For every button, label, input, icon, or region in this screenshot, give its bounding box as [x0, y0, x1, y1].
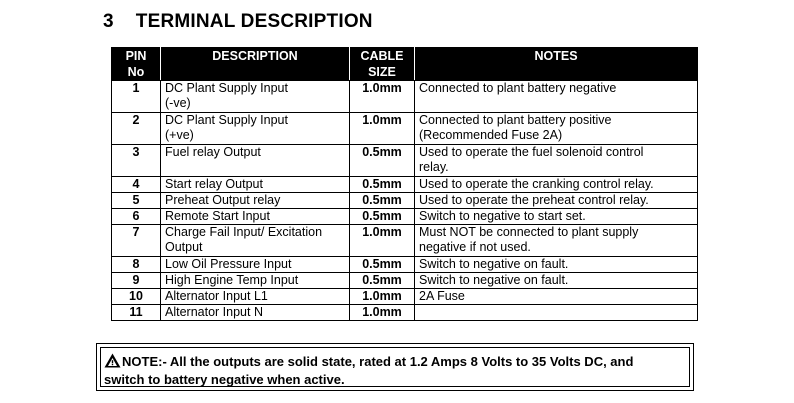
note-box — [96, 343, 694, 391]
pin-cell: 7 — [112, 225, 161, 257]
table-row — [112, 209, 698, 225]
description-cell — [161, 257, 350, 273]
description-line: Low Oil Pressure Input — [165, 257, 292, 271]
description-cell — [161, 209, 350, 225]
description-cell — [161, 305, 350, 321]
pin-cell: 1 — [112, 81, 161, 113]
notes-line: negative if not used. — [419, 240, 531, 254]
notes-cell — [415, 145, 698, 177]
notes-line: Used to operate the fuel solenoid control — [419, 145, 644, 159]
notes-cell — [415, 289, 698, 305]
pin-cell: 4 — [112, 177, 161, 193]
header-cable-line: CABLE — [360, 49, 404, 63]
cable-size-cell: 1.0mm — [350, 225, 415, 257]
notes-cell — [415, 273, 698, 289]
description-line: Output — [165, 240, 203, 254]
description-line: Start relay Output — [165, 177, 263, 191]
cable-size-cell: 1.0mm — [350, 305, 415, 321]
terminal-table — [111, 47, 698, 321]
cable-size-cell: 0.5mm — [350, 193, 415, 209]
table-row — [112, 145, 698, 177]
pin-cell: 2 — [112, 113, 161, 145]
cable-size-cell: 1.0mm — [350, 81, 415, 113]
notes-cell — [415, 209, 698, 225]
header-cable-size — [350, 48, 415, 81]
description-line: (-ve) — [165, 96, 191, 110]
description-cell — [161, 193, 350, 209]
description-cell — [161, 177, 350, 193]
notes-line: Connected to plant battery negative — [419, 81, 617, 95]
description-cell — [161, 225, 350, 257]
table-row — [112, 177, 698, 193]
note-line-1 — [104, 353, 686, 372]
notes-line: relay. — [419, 160, 449, 174]
pin-cell: 8 — [112, 257, 161, 273]
section-heading — [103, 11, 373, 33]
table-row — [112, 257, 698, 273]
note-text-line-1: NOTE:- All the outputs are solid state, rated at 1.2 Amps 8 Volts to 35 Volts DC, and — [122, 354, 634, 369]
notes-cell — [415, 193, 698, 209]
cable-size-cell: 1.0mm — [350, 289, 415, 305]
notes-line: Must NOT be connected to plant supply — [419, 225, 639, 239]
header-description-line: DESCRIPTION — [212, 49, 298, 63]
cable-size-cell: 0.5mm — [350, 273, 415, 289]
header-pin-line: PIN — [125, 49, 147, 63]
description-cell — [161, 145, 350, 177]
cable-size-cell: 1.0mm — [350, 113, 415, 145]
note-text-line-2: switch to battery negative when active. — [104, 372, 345, 387]
description-cell — [161, 113, 350, 145]
description-cell — [161, 289, 350, 305]
table-row — [112, 289, 698, 305]
table-row — [112, 81, 698, 113]
table-row — [112, 305, 698, 321]
header-pin-line: No — [127, 65, 145, 79]
notes-line: Switch to negative to start set. — [419, 209, 586, 223]
table-row — [112, 225, 698, 257]
description-line: Preheat Output relay — [165, 193, 281, 207]
cable-size-cell: 0.5mm — [350, 257, 415, 273]
pin-cell: 10 — [112, 289, 161, 305]
header-cable-line: SIZE — [368, 65, 396, 79]
notes-cell — [415, 177, 698, 193]
pin-cell: 9 — [112, 273, 161, 289]
cable-size-cell: 0.5mm — [350, 145, 415, 177]
note-inner-border — [100, 347, 690, 387]
description-line: Alternator Input N — [165, 305, 263, 319]
header-notes — [415, 48, 698, 81]
header-pin — [112, 48, 161, 81]
description-line: DC Plant Supply Input — [165, 113, 288, 127]
cable-size-cell: 0.5mm — [350, 209, 415, 225]
description-cell — [161, 273, 350, 289]
description-line: Alternator Input L1 — [165, 289, 268, 303]
table-row — [112, 113, 698, 145]
description-cell — [161, 81, 350, 113]
warning-triangle-icon — [104, 353, 121, 372]
description-line: DC Plant Supply Input — [165, 81, 288, 95]
pin-cell: 5 — [112, 193, 161, 209]
notes-cell — [415, 225, 698, 257]
notes-line: Used to operate the preheat control relay. — [419, 193, 649, 207]
table-row — [112, 193, 698, 209]
cable-size-cell: 0.5mm — [350, 177, 415, 193]
description-line: Charge Fail Input/ Excitation — [165, 225, 323, 239]
pin-cell: 6 — [112, 209, 161, 225]
notes-cell — [415, 113, 698, 145]
section-number: 3 — [103, 11, 114, 32]
notes-cell — [415, 81, 698, 113]
section-title: TERMINAL DESCRIPTION — [135, 11, 373, 32]
notes-cell — [415, 257, 698, 273]
notes-line: Switch to negative on fault. — [419, 257, 569, 271]
table-row — [112, 273, 698, 289]
pin-cell: 3 — [112, 145, 161, 177]
notes-line: Used to operate the cranking control relay. — [419, 177, 654, 191]
notes-line: 2A Fuse — [419, 289, 465, 303]
description-line: Fuel relay Output — [165, 145, 261, 159]
pin-cell: 11 — [112, 305, 161, 321]
description-line: Remote Start Input — [165, 209, 270, 223]
notes-cell — [415, 305, 698, 321]
notes-line: Switch to negative on fault. — [419, 273, 569, 287]
header-notes-line: NOTES — [534, 49, 578, 63]
notes-line: Connected to plant battery positive — [419, 113, 612, 127]
header-description — [161, 48, 350, 81]
description-line: (+ve) — [165, 128, 194, 142]
notes-line: (Recommended Fuse 2A) — [419, 128, 563, 142]
description-line: High Engine Temp Input — [165, 273, 299, 287]
table-header-row — [112, 48, 698, 81]
